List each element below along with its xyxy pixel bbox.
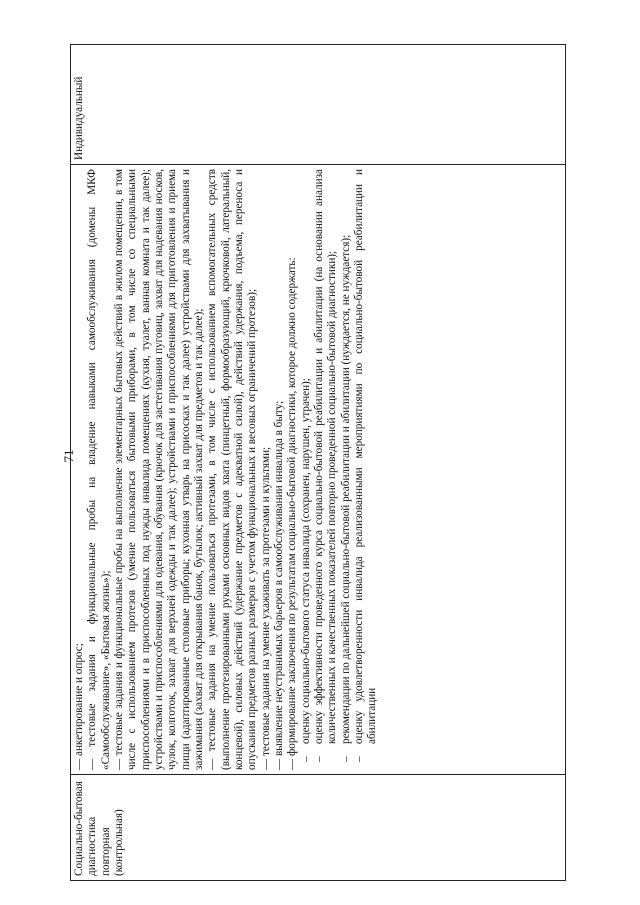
content-paragraph: — тестовые задания и функциональные пробы на выполнение элементарных бытовых действий в жилом помещении, в том числе с использованием протезов (умение пользоваться бытовыми приборами, в том числе со специальными приспособлениями и в приспособленных под нужды инвалида помещениях (кухня, туалет, ванная комната и так далее); устройствами и приспособлениями для одевания, обувания (крючок для застегивания пуговиц, захват для надевания носков, чулок, колготок, захват для верхней одежды и так далее); устройствами и приспособлениями для приготовления и приема пищи (адаптированные столовые приборы; кухонная утварь на присосках и так далее) устройствами для захватывания и зажимания (захват для открывания банок, бутылок; активный захват для предметов и так далее); <box>112 169 205 770</box>
sub-item-text: рекомендации по дальнейшей социально-бытовой реабилитации и абилитации (нуждается, не нуждается); <box>339 234 352 744</box>
content-paragraph: — формирование заключения по результатам социально-бытовой диагностики, которое должно содержать: <box>286 257 299 770</box>
conclusion-sub-item <box>300 169 313 770</box>
dash-marker: – <box>352 756 365 762</box>
content-paragraph: — тестовые задания на умение ухаживать за протезами и культями; <box>259 446 272 770</box>
conclusion-sub-item <box>340 169 353 770</box>
service-table <box>70 44 566 881</box>
service-name-line: (контрольная) <box>112 809 125 876</box>
service-name-cell <box>71 775 566 881</box>
sub-item-text: оценку удовлетворенности инвалида реализованными мероприятиями по социально-бытовой реабилитации и абилитации <box>352 169 379 744</box>
dash-marker: – <box>312 756 325 762</box>
service-form-cell <box>71 45 566 165</box>
rotated-table-wrapper <box>70 45 566 881</box>
content-paragraph: — тестовые задания и функциональные пробы на владение навыками самообслуживания (домены МКФ «Самообслуживание», «Бытовая жизнь»); <box>86 169 112 770</box>
service-content-cell <box>71 165 566 775</box>
page-number: 71 <box>61 449 76 463</box>
content-paragraph: — анкетирование и опрос; <box>73 643 85 770</box>
service-name-line: повторная <box>99 827 112 876</box>
content-paragraph: — тестовые задания на умение пользоваться протезами, в том числе с использованием вспомогательных средств (выполнение протезированными руками основных видов хвата (пинцетный, формообразующий, крючковой, латеральный, концевой), силовых действий (удержание предметов с адекватной силой), действий удержания, подъема, переноса и опускания предметов разных размеров с учетом функциональных и весовых ограничений протезов); <box>206 169 259 770</box>
conclusion-sub-item <box>353 169 380 770</box>
dash-marker: – <box>339 756 352 762</box>
conclusion-sub-item <box>313 169 340 770</box>
service-form-text: Индивидуальный <box>73 76 85 160</box>
service-name-line: диагностика <box>86 816 99 876</box>
sub-item-text: оценку эффективности проведенного курса социально-бытовой реабилитации и абилитации (на основании анализа количественных и качественных показателей повторно проведенной социально-бытовой диагностики); <box>312 169 339 744</box>
sub-item-text: оценку социально-бытового статуса инвалида (сохранен, нарушен, утрачен); <box>299 378 312 744</box>
service-name-line: Социально-бытовая <box>73 781 85 876</box>
content-paragraph: — выявление неустранимых барьеров в самообслуживании инвалида в быту; <box>272 400 285 770</box>
table-row <box>71 45 566 881</box>
dash-marker: – <box>299 756 312 762</box>
